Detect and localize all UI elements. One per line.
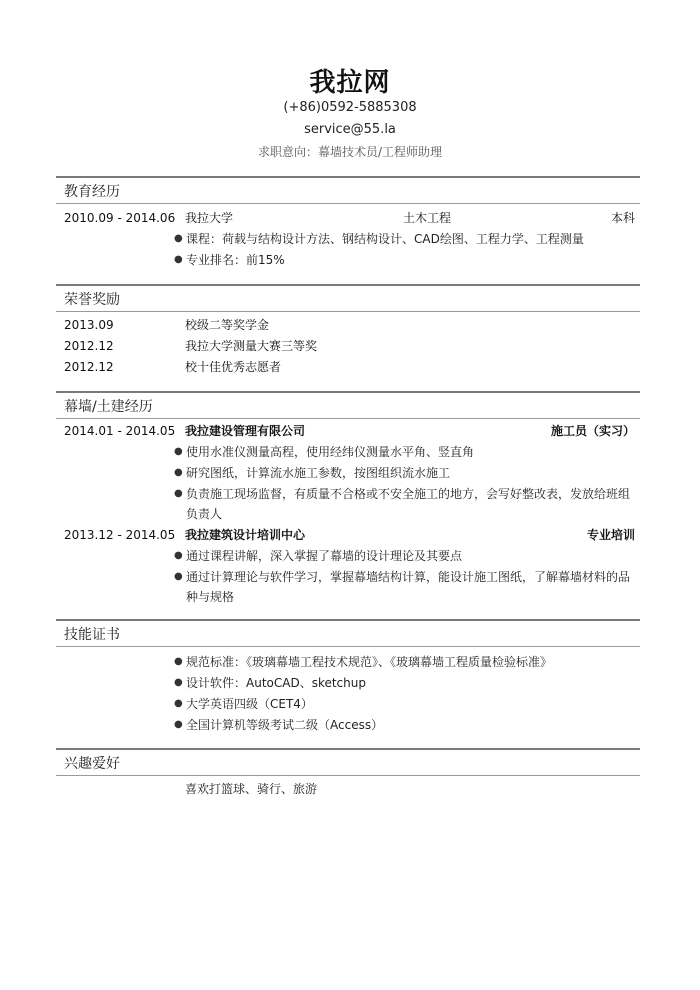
bullet-icon: ● [174, 571, 183, 582]
entry-date: 2012.12 [64, 339, 114, 353]
list-item: ● 通过计算理论与软件学习，掌握幕墙结构计算，能设计施工图纸，了解幕墙材料的品种与规格 [174, 567, 636, 607]
bullet-icon: ● [174, 254, 183, 265]
phone-number: (+86)0592-5885308 [283, 100, 417, 115]
company-name: 我拉建设管理有限公司 [185, 424, 306, 438]
entry-date: 2013.12 - 2014.05 [64, 528, 176, 542]
section-header [56, 391, 640, 419]
bullet-icon: ● [174, 698, 183, 709]
list-item [56, 357, 640, 377]
list-item: ● 研究图纸，计算流水施工参数，按图组织流水施工 [174, 463, 636, 483]
bullet-icon: ● [174, 233, 183, 244]
list-item: ● 大学英语四级（CET4） [174, 694, 636, 714]
section-title: 兴趣爱好 [64, 756, 120, 772]
honors-section [56, 284, 640, 312]
section-header [56, 284, 640, 312]
bullet-icon: ● [174, 550, 183, 561]
bullet-icon: ● [174, 446, 183, 457]
hobbies-text: 喜欢打篮球、骑行、旅游 [185, 782, 318, 796]
list-item: ● 使用水准仪测量高程，使用经纬仪测量水平角、竖直角 [174, 442, 636, 462]
education-section [56, 176, 640, 204]
list-item: ● 课程：荷载与结构设计方法、钢结构设计、CAD绘图、工程力学、工程测量 [174, 229, 636, 249]
list-item: ● 设计软件：AutoCAD、sketchup [174, 673, 636, 693]
resume-name: 我拉网 [309, 68, 391, 98]
section-header [56, 619, 640, 647]
honor-text: 校级二等奖学金 [185, 318, 270, 332]
section-title: 教育经历 [64, 184, 120, 200]
school-name: 我拉大学 [185, 211, 234, 225]
section-header [56, 748, 640, 776]
section-title: 幕墙/土建经历 [64, 399, 153, 415]
email-address: service@55.la [304, 122, 396, 137]
honor-text: 校十佳优秀志愿者 [185, 360, 282, 374]
job-row [56, 525, 640, 545]
entry-date: 2010.09 - 2014.06 [64, 211, 176, 225]
major-name: 土木工程 [403, 211, 452, 225]
experience-section [56, 391, 640, 419]
list-item: ● 负责施工现场监督，有质量不合格或不安全施工的地方，会写好整改表，发放给班组负责人 [174, 484, 636, 524]
bullet-icon: ● [174, 677, 183, 688]
list-item: ● 通过课程讲解，深入掌握了幕墙的设计理论及其要点 [174, 546, 636, 566]
company-name: 我拉建筑设计培训中心 [185, 528, 306, 542]
list-item: ● 规范标准：《玻璃幕墙工程技术规范》、《玻璃幕墙工程质量检验标准》 [174, 652, 636, 672]
job-intent: 求职意向：幕墙技术员/工程师助理 [257, 145, 443, 159]
education-row [56, 208, 640, 228]
hobbies-section [56, 748, 640, 776]
job-role: 施工员（实习） [550, 424, 635, 438]
bullet-icon: ● [174, 467, 183, 478]
entry-date: 2014.01 - 2014.05 [64, 424, 176, 438]
section-header [56, 176, 640, 204]
list-item [56, 336, 640, 356]
bullet-icon: ● [174, 488, 183, 499]
job-role: 专业培训 [586, 528, 635, 542]
honor-text: 我拉大学测量大赛三等奖 [185, 339, 318, 353]
bullet-icon: ● [174, 719, 183, 730]
list-item: ● 全国计算机等级考试二级（Access） [174, 715, 636, 735]
list-item [56, 315, 640, 335]
skills-section [56, 619, 640, 647]
entry-date: 2012.12 [64, 360, 114, 374]
job-row [56, 421, 640, 441]
bullet-icon: ● [174, 656, 183, 667]
section-title: 技能证书 [64, 627, 120, 643]
list-item: ● 专业排名：前15% [174, 250, 636, 270]
section-title: 荣誉奖励 [64, 292, 120, 308]
degree-name: 本科 [610, 211, 635, 225]
entry-date: 2013.09 [64, 318, 114, 332]
